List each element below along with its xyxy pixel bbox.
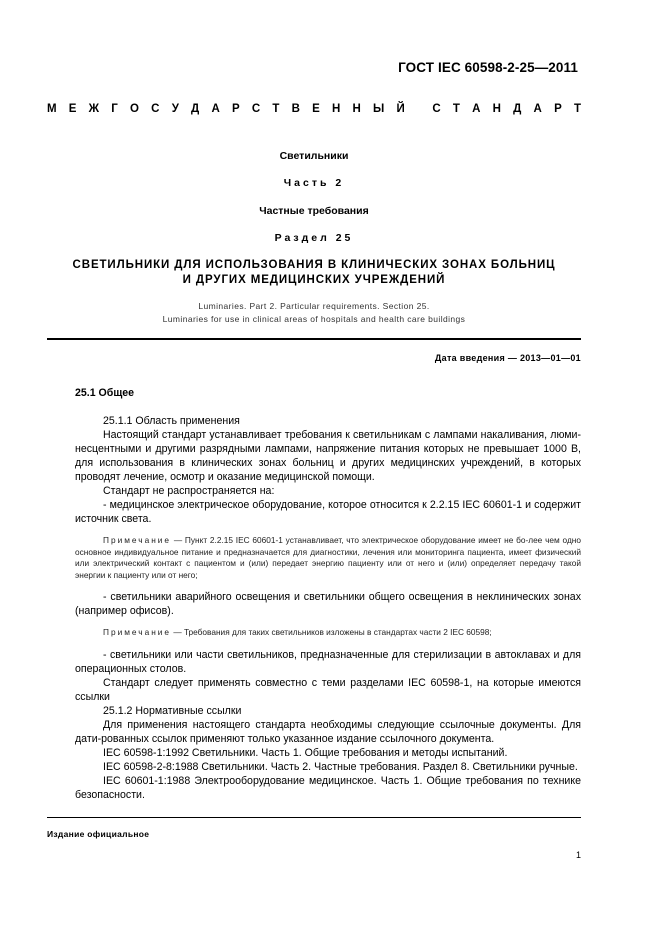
interstate-letter: Е — [312, 103, 320, 115]
main-title-line-2: И ДРУГИХ МЕДИЦИНСКИХ УЧРЕЖДЕНИЙ — [182, 274, 446, 286]
document-body — [75, 386, 581, 802]
interstate-letter: Г — [111, 103, 118, 115]
interstate-letter: Т — [452, 103, 460, 115]
exclusion-medical-equipment: - медицинское электрическое оборудование, которое относится к 2.2.15 IEC 60601-1 и содержит источник света. — [75, 499, 581, 525]
note-2-text: — Требования для таких светильников изложены в стандартах части 2 IEC 60598; — [171, 627, 492, 637]
exclusions-intro: Стандарт не распространяется на: — [103, 485, 275, 497]
interstate-letter: Т — [272, 103, 280, 115]
interstate-letter: Р — [554, 103, 562, 115]
interstate-letter: Р — [231, 103, 240, 115]
section-heading: 25.1 Общее — [75, 387, 135, 399]
interstate-letter: А — [211, 103, 220, 115]
reference-iec-60598-2-8: IEC 60598-2-8:1988 Светильники. Часть 2. Частные требования. Раздел 8. Светильники ручные. — [103, 760, 578, 773]
interstate-letter: Н — [331, 103, 341, 115]
interstate-letter: Е — [68, 103, 77, 115]
interstate-letter: Н — [492, 103, 501, 115]
interstate-letter: Д — [191, 103, 200, 115]
interstate-letter: У — [171, 103, 179, 115]
exclusion-emergency-lighting: - светильники аварийного освещения и светильники общего освещения в неклинических зонах (например офисов). — [75, 591, 581, 617]
interstate-letter: Ж — [88, 103, 100, 115]
interstate-letter: А — [533, 103, 542, 115]
english-title-line-2: Luminaries for use in clinical areas of hospitals and health care buildings — [162, 314, 466, 324]
interstate-letter: Й — [396, 103, 405, 115]
subsection-scope: 25.1.1 Область применения — [103, 415, 240, 427]
interstate-letter: О — [130, 103, 139, 115]
introduction-date: Дата введения — 2013—01—01 — [434, 353, 581, 363]
references-intro: Для применения настоящего стандарта необходимы следующие ссылочные документы. Для дати-рованных ссылок применяют только указанное издание ссылочного документа. — [75, 718, 581, 745]
interstate-letter: С — [251, 103, 261, 115]
main-title-line-1: СВЕТИЛЬНИКИ ДЛЯ ИСПОЛЬЗОВАНИЯ В КЛИНИЧЕСКИХ ЗОНАХ БОЛЬНИЦ — [72, 259, 556, 271]
english-title-line-1: Luminaries. Part 2. Particular requirements. Section 25. — [198, 301, 430, 311]
main-title — [47, 258, 581, 288]
page-number: 1 — [575, 850, 581, 860]
note-1-text: — Пункт 2.2.15 IEC 60601-1 устанавливает, что электрическое оборудование имеет не бо-лее чем одно основное индивидуальное питание и предназначается для диагностики, лечения или мониторинга пациента, имеет физический или электрический контакт с пациентом и (или) передает энергию пациенту или от него и (или) определяет передачу такой энергии к пациенту или от него; — [75, 535, 581, 580]
scope-paragraph: Настоящий стандарт устанавливает требования к светильникам с лампами накаливания, люми-несцентными и другими разрядными лампами, напряжение питания которых не превышает 1000 В, для использования в клинических зонах больниц и других медицинских учреждений, в которых проводят лечение, осмотр и оказание медицинской помощи. — [75, 429, 581, 483]
reference-iec-60598-1: IEC 60598-1:1992 Светильники. Часть 1. Общие требования и методы испытаний. — [103, 746, 508, 759]
interstate-letter: Н — [352, 103, 361, 115]
header-divider — [47, 338, 581, 340]
interstate-letter: Д — [513, 103, 522, 115]
interstate-letter: М — [47, 103, 57, 115]
title-particular-requirements: Частные требования — [259, 205, 369, 217]
application-paragraph: Стандарт следует применять совместно с теми разделами IEC 60598-1, на которые имеются ссылки — [75, 676, 581, 703]
title-luminaires: Светильники — [279, 150, 349, 162]
document-code: ГОСТ IEC 60598-2-25—2011 — [398, 60, 578, 75]
interstate-letter: С — [151, 103, 160, 115]
english-title — [47, 300, 581, 326]
note-1-label: Примечание — [103, 535, 172, 545]
note-2 — [75, 627, 581, 639]
exclusion-sterilization: - светильники или части светильников, предназначенные для стерилизации в автоклавах и для операционных столов. — [75, 648, 581, 675]
interstate-letter: Ы — [373, 103, 385, 115]
interstate-letter: В — [291, 103, 300, 115]
note-1 — [75, 535, 581, 581]
subsection-normative-references: 25.1.2 Нормативные ссылки — [103, 704, 242, 717]
interstate-letter: С — [432, 103, 441, 115]
interstate-letter: А — [472, 103, 481, 115]
title-part: Часть 2 — [283, 177, 345, 189]
reference-iec-60601-1: IEC 60601-1:1988 Электрооборудование медицинское. Часть 1. Общие требования по технике безопасности. — [75, 774, 581, 801]
interstate-letter: Т — [573, 103, 581, 115]
interstate-standard-heading — [47, 103, 581, 115]
note-2-label: Примечание — [103, 627, 172, 637]
interstate-letter — [417, 103, 420, 115]
title-section: Раздел 25 — [274, 232, 354, 244]
footer-divider — [47, 817, 581, 818]
official-edition-label: Издание официальное — [47, 829, 150, 839]
